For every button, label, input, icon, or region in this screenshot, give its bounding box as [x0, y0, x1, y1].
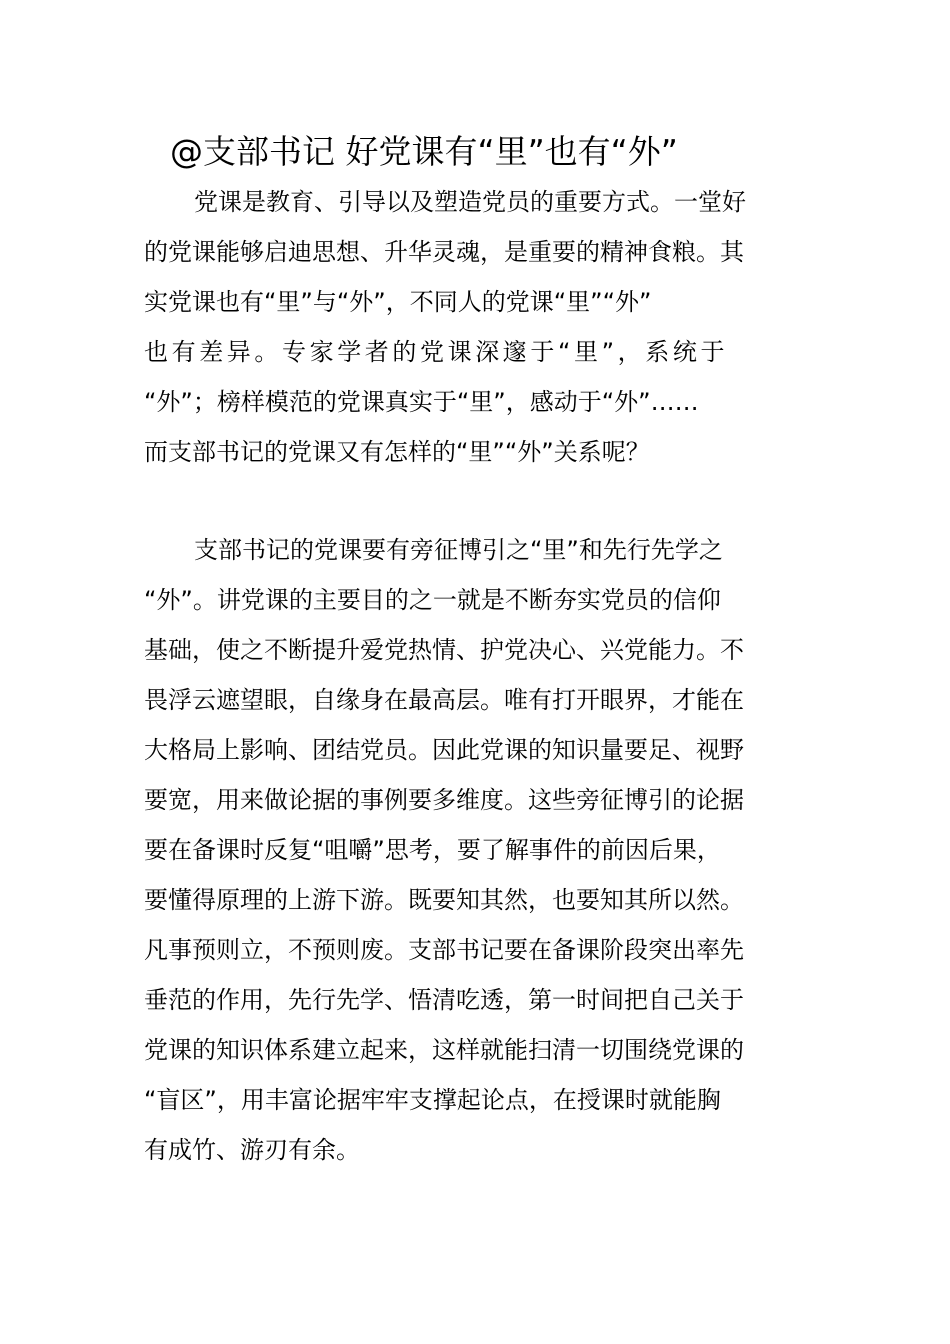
paragraph-2-line: 要宽，用来做论据的事例要多维度。这些旁征博引的论据	[144, 786, 744, 814]
paragraph-2-line: 有成竹、游刃有余。	[144, 1136, 360, 1164]
paragraph-2-line: 凡事预则立，不预则废。支部书记要在备课阶段突出率先	[144, 936, 744, 964]
paragraph-1-line: 而支部书记的党课又有怎样的“里”“外”关系呢？	[144, 438, 650, 466]
paragraph-2-line: 要懂得原理的上游下游。既要知其然，也要知其所以然。	[144, 886, 744, 914]
paragraph-2-line: 要在备课时反复“咀嚼”思考，要了解事件的前因后果，	[144, 836, 721, 864]
paragraph-2-line: 党课的知识体系建立起来，这样就能扫清一切围绕党课的	[144, 1036, 744, 1064]
paragraph-2-line: “盲区”，用丰富论据牢牢支撑起论点，在授课时就能胸	[144, 1086, 721, 1114]
paragraph-2-line: 支部书记的党课要有旁征博引之“里”和先行先学之	[194, 536, 723, 564]
paragraph-1-line: 党课是教育、引导以及塑造党员的重要方式。一堂好	[194, 188, 746, 216]
paragraph-2-line: “外”。讲党课的主要目的之一就是不断夯实党员的信仰	[144, 586, 721, 614]
paragraph-2-line: 垂范的作用，先行先学、悟清吃透，第一时间把自己关于	[144, 986, 744, 1014]
paragraph-1-line: “外”；榜样模范的党课真实于“里”，感动于“外”……	[144, 388, 699, 416]
paragraph-1-line: 实党课也有“里”与“外”，不同人的党课“里”“外”	[144, 288, 652, 316]
paragraph-1-line: 的党课能够启迪思想、升华灵魂，是重要的精神食粮。其	[144, 238, 744, 266]
paragraph-2-line: 畏浮云遮望眼，自缘身在最高层。唯有打开眼界，才能在	[144, 686, 744, 714]
document-title: @支部书记 好党课有“里”也有“外”	[170, 132, 678, 171]
paragraph-1-line: 也有差异。专家学者的党课深邃于“里”，系统于	[144, 338, 729, 366]
paragraph-2-line: 基础，使之不断提升爱党热情、护党决心、兴党能力。不	[144, 636, 744, 664]
paragraph-2-line: 大格局上影响、团结党员。因此党课的知识量要足、视野	[144, 736, 744, 764]
